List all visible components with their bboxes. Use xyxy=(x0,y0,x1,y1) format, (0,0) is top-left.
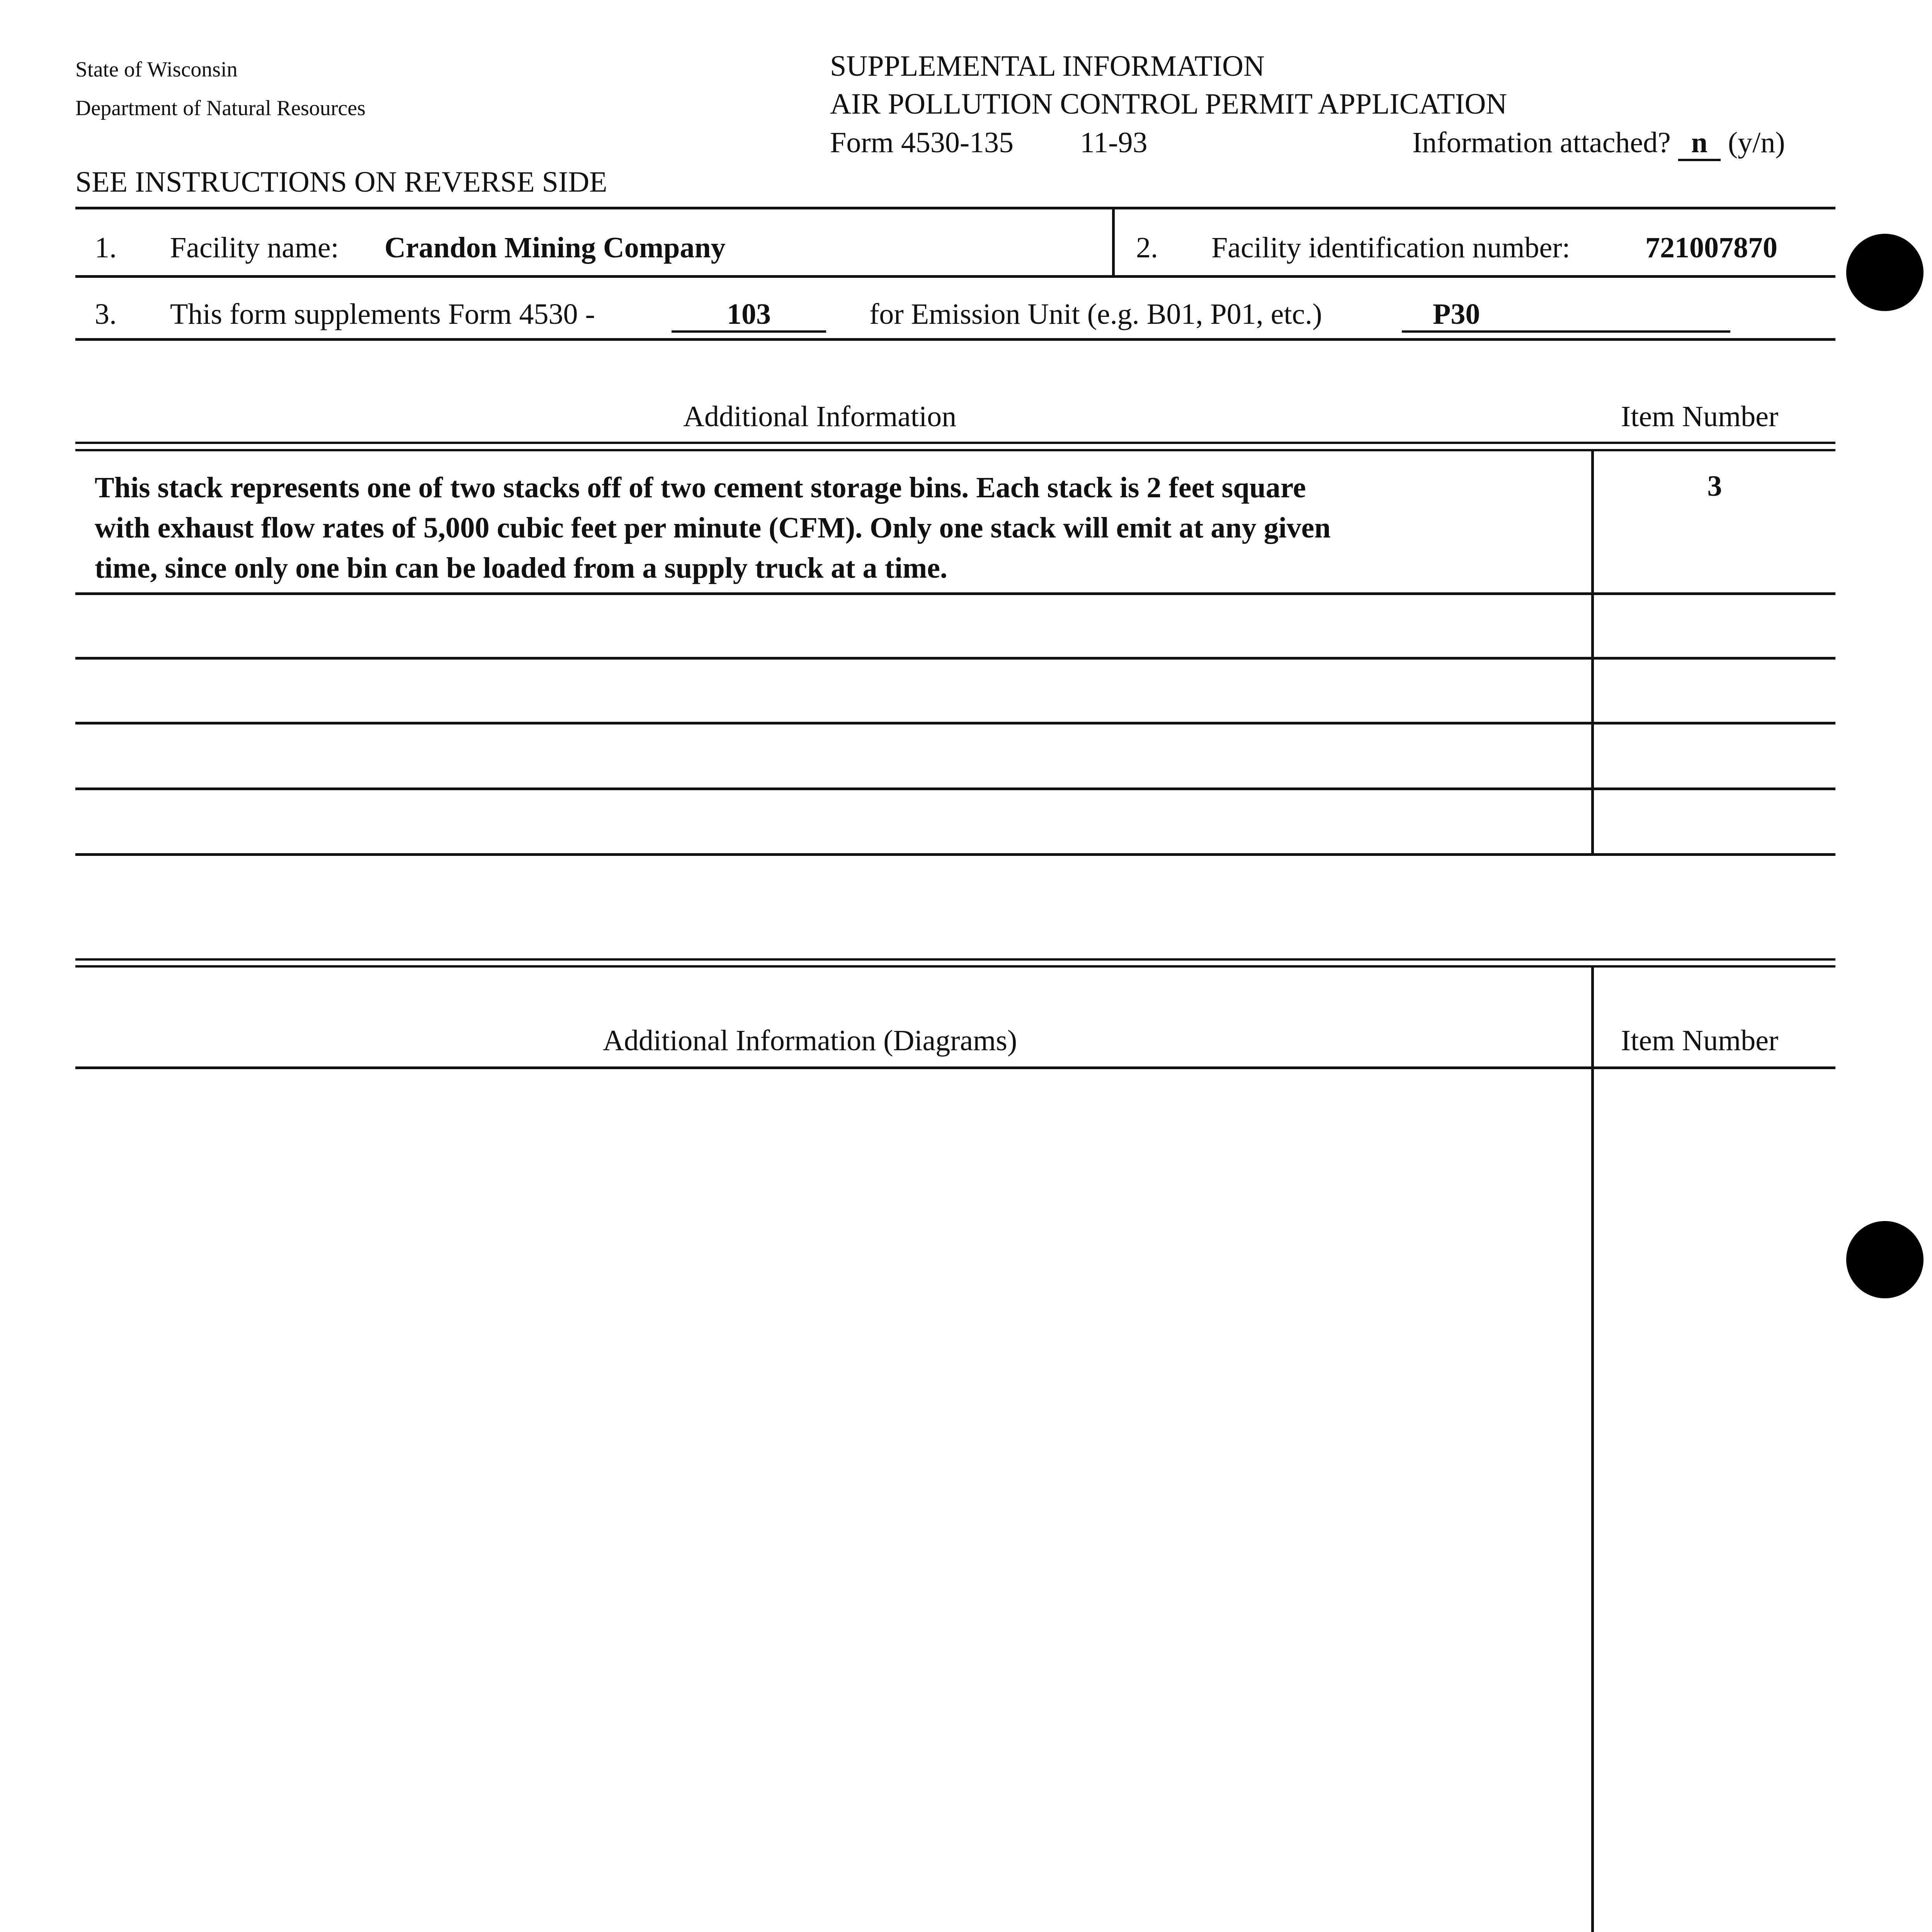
additional-info-double-rule-top xyxy=(75,442,1835,444)
additional-info-row-rule-2 xyxy=(75,657,1835,660)
item2-number: 2. xyxy=(1136,231,1158,264)
field-top-rule xyxy=(75,207,1835,209)
additional-info-column-divider xyxy=(1591,451,1594,856)
emission-unit-value[interactable]: P30 xyxy=(1402,299,1730,333)
additional-info-row-1-line1: This stack represents one of two stacks off of two cement storage bins. Each stack is 2 feet square xyxy=(95,471,1306,504)
field-row2-rule xyxy=(75,338,1835,341)
supplements-value[interactable]: 103 xyxy=(672,299,826,333)
additional-info-row-1-line2: with exhaust flow rates of 5,000 cubic feet per minute (CFM). Only one stack will emit at any given xyxy=(95,512,1331,544)
agency-name: State of Wisconsin xyxy=(75,58,238,82)
additional-info-row-1-text xyxy=(95,468,1331,588)
diagrams-header: Additional Information (Diagrams) xyxy=(603,1024,1017,1057)
additional-info-row-rule-3 xyxy=(75,722,1835,724)
facility-id-value[interactable]: 721007870 xyxy=(1645,231,1777,264)
form-date: 11-93 xyxy=(1080,126,1148,159)
info-attached-suffix: (y/n) xyxy=(1728,126,1785,159)
diagrams-double-rule-top xyxy=(75,958,1835,961)
form-number: Form 4530-135 xyxy=(830,126,1014,159)
emission-unit-field xyxy=(1402,298,1730,333)
diagrams-area[interactable] xyxy=(75,1069,1591,1932)
additional-info-row-rule-5 xyxy=(75,853,1835,856)
field-row1-rule xyxy=(75,275,1835,278)
form-title-line2: AIR POLLUTION CONTROL PERMIT APPLICATION xyxy=(830,88,1507,120)
instructions-note: SEE INSTRUCTIONS ON REVERSE SIDE xyxy=(75,166,607,198)
diagrams-header-rule xyxy=(75,1066,1835,1069)
additional-info-row-1-item: 3 xyxy=(1707,470,1722,502)
item3-number: 3. xyxy=(95,298,117,330)
additional-info-double-rule-bottom xyxy=(75,449,1835,451)
info-attached-value[interactable]: n xyxy=(1678,128,1721,161)
diagrams-column-divider xyxy=(1591,968,1594,1932)
additional-info-row-1-line3: time, since only one bin can be loaded from a supply truck at a time. xyxy=(95,552,947,584)
binder-hole-top xyxy=(1846,234,1923,311)
additional-info-row-rule-1 xyxy=(75,592,1835,595)
facility-name-label: Facility name: xyxy=(170,231,339,264)
supplements-field xyxy=(672,298,826,333)
additional-info-header: Additional Information xyxy=(683,400,957,433)
info-attached-label: Information attached? xyxy=(1412,126,1671,159)
supplements-label: This form supplements Form 4530 - xyxy=(170,298,595,330)
diagrams-double-rule-bottom xyxy=(75,965,1835,968)
facility-name-value[interactable]: Crandon Mining Company xyxy=(384,231,726,264)
form-title-line1: SUPPLEMENTAL INFORMATION xyxy=(830,50,1265,82)
item1-number: 1. xyxy=(95,231,117,264)
additional-info-row-rule-4 xyxy=(75,787,1835,790)
field-row1-divider xyxy=(1112,209,1115,275)
binder-hole-middle xyxy=(1846,1221,1923,1298)
additional-info-item-header: Item Number xyxy=(1621,400,1779,433)
diagrams-item-header: Item Number xyxy=(1621,1024,1779,1057)
emission-unit-label: for Emission Unit (e.g. B01, P01, etc.) xyxy=(869,298,1322,330)
agency-department: Department of Natural Resources xyxy=(75,96,366,120)
facility-id-label: Facility identification number: xyxy=(1211,231,1570,264)
info-attached xyxy=(1412,126,1785,161)
